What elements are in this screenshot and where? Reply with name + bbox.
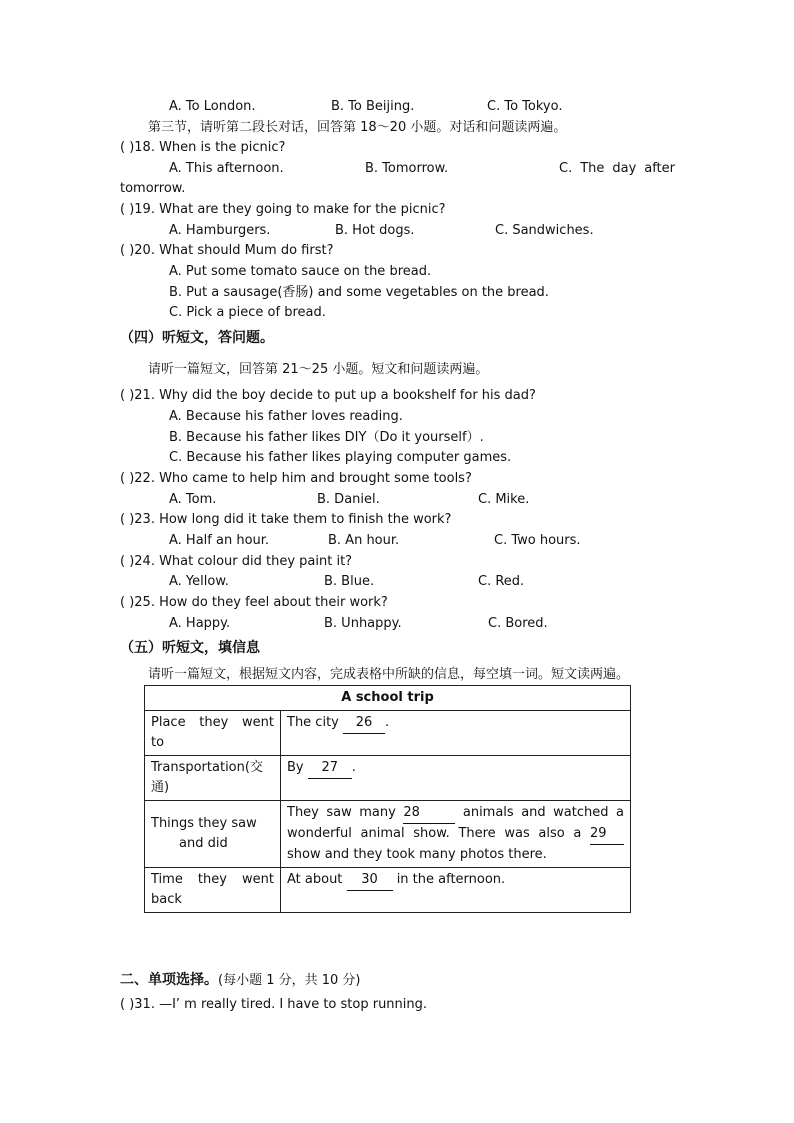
q23-option-b: B. An hour.: [328, 533, 400, 548]
q25-question: ( )25. How do they feel about their work?: [120, 595, 388, 610]
q19-option-b: B. Hot dogs.: [335, 223, 415, 238]
q20-option-c: C. Pick a piece of bread.: [169, 305, 326, 320]
row-label-line: Time they went: [151, 872, 274, 887]
answer-blank-29[interactable]: 29: [590, 824, 624, 845]
section3-intro: 第三节，请听第二段长对话，回答第 18～20 小题。对话和问题读两遍。: [148, 120, 567, 135]
row-value: They saw many 28 animals and watched a wonderful animal show. There was also a 29 show and they took many photos there.: [281, 801, 631, 868]
row-label-line: to: [151, 735, 165, 750]
q25-option-b: B. Unhappy.: [324, 616, 402, 631]
part2-note: (每小题 1 分，共 10 分): [218, 973, 361, 988]
q22-option-c: C. Mike.: [478, 492, 530, 507]
q17-option-a: A. To London.: [169, 99, 256, 114]
row-label-line: 通): [151, 780, 170, 795]
table-title: A school trip: [145, 686, 631, 711]
q18-option-a: A. This afternoon.: [169, 161, 284, 176]
row-label-line: Things they saw: [151, 816, 257, 831]
row-label: [145, 711, 281, 756]
table-row: [145, 801, 631, 868]
q21-question: ( )21. Why did the boy decide to put up a bookshelf for his dad?: [120, 388, 536, 403]
q21-option-c: C. Because his father likes playing computer games.: [169, 450, 512, 465]
q20-option-b: B. Put a sausage(香肠) and some vegetables on the bread.: [169, 285, 549, 300]
q24-option-a: A. Yellow.: [169, 574, 229, 589]
row-label-line: and did: [179, 836, 228, 851]
q23-option-c: C. Two hours.: [494, 533, 581, 548]
q24-option-c: C. Red.: [478, 574, 525, 589]
q22-option-b: B. Daniel.: [317, 492, 380, 507]
q18-option-b: B. Tomorrow.: [365, 161, 449, 176]
q19-question: ( )19. What are they going to make for the picnic?: [120, 202, 446, 217]
answer-blank-26[interactable]: 26: [343, 713, 385, 734]
row-value: The city 26 .: [281, 711, 631, 756]
q19-option-a: A. Hamburgers.: [169, 223, 271, 238]
row-label: [145, 756, 281, 801]
q18-option-c-cont: tomorrow.: [120, 181, 186, 196]
q25-option-a: A. Happy.: [169, 616, 231, 631]
q20-option-a: A. Put some tomato sauce on the bread.: [169, 264, 432, 279]
part4-intro: 请听一篇短文，回答第 21～25 小题。短文和问题读两遍。: [148, 362, 489, 377]
answer-blank-30[interactable]: 30: [347, 870, 393, 891]
part5-intro: 请听一篇短文，根据短文内容，完成表格中所缺的信息，每空填一词。短文读两遍。: [148, 667, 630, 682]
q22-question: ( )22. Who came to help him and brought some tools?: [120, 471, 472, 486]
row-label-line: Place they went: [151, 715, 274, 730]
table-row: [145, 711, 631, 756]
q31-question: ( )31. —I’ m really tired. I have to stop running.: [120, 997, 428, 1012]
row-value: At about 30 in the afternoon.: [281, 868, 631, 913]
q18-option-c: C. The day after: [559, 161, 675, 176]
table-header-row: [145, 686, 631, 711]
q24-option-b: B. Blue.: [324, 574, 375, 589]
part4-title: （四）听短文，答问题。: [120, 330, 274, 346]
row-label-line: back: [151, 892, 182, 907]
row-label: [145, 801, 281, 868]
q21-option-a: A. Because his father loves reading.: [169, 409, 403, 424]
q18-question: ( )18. When is the picnic?: [120, 140, 286, 155]
row-label-line: Transportation(交: [151, 760, 263, 775]
part2-heading: [120, 970, 361, 991]
q23-question: ( )23. How long did it take them to finish the work?: [120, 512, 452, 527]
q19-option-c: C. Sandwiches.: [495, 223, 594, 238]
q23-option-a: A. Half an hour.: [169, 533, 270, 548]
school-trip-table: [144, 685, 631, 913]
answer-blank-28[interactable]: 28: [403, 803, 455, 824]
q24-question: ( )24. What colour did they paint it?: [120, 554, 353, 569]
q17-option-c: C. To Tokyo.: [487, 99, 563, 114]
row-value: By 27 .: [281, 756, 631, 801]
q25-option-c: C. Bored.: [488, 616, 548, 631]
table-row: [145, 868, 631, 913]
q22-option-a: A. Tom.: [169, 492, 217, 507]
q17-option-b: B. To Beijing.: [331, 99, 415, 114]
part2-title: 二、单项选择。: [120, 972, 218, 988]
answer-blank-27[interactable]: 27: [308, 758, 352, 779]
q21-option-b: B. Because his father likes DIY（Do it yourself）.: [169, 430, 484, 445]
q20-question: ( )20. What should Mum do first?: [120, 243, 334, 258]
row-label: [145, 868, 281, 913]
part5-title: （五）听短文，填信息: [120, 640, 260, 656]
table-row: [145, 756, 631, 801]
